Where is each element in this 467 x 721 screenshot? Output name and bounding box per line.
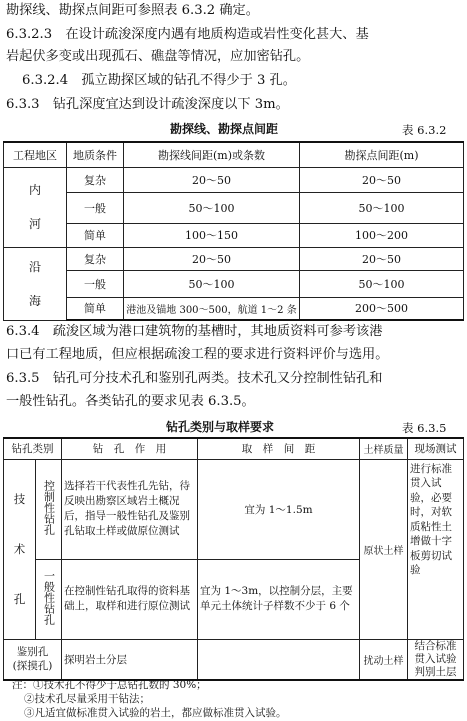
- cond-cell: 一般: [67, 192, 124, 223]
- cond-cell: 复杂: [67, 247, 124, 270]
- cond-cell: 简单: [67, 297, 124, 320]
- point-cell: 50～100: [300, 270, 464, 297]
- line-cell: 港池及锚地 300～500，航道 1～2 条: [124, 297, 300, 320]
- header-cell: 土样质量: [360, 438, 408, 459]
- header-cell: 钻 孔 作 用: [62, 438, 198, 459]
- header-cell: 钻孔类别: [4, 438, 62, 459]
- spacing-table: [3, 141, 464, 321]
- region-char: 沿: [28, 259, 41, 274]
- header-cell: 工程地区: [4, 142, 67, 167]
- note-3: ③凡适宜做标准贯入试验的岩土，都应做标准贯入试验。: [24, 707, 287, 719]
- line-cell: 50～100: [124, 192, 300, 223]
- tech-char: 孔: [13, 592, 26, 606]
- ident-purpose: 探明岩土分层: [62, 639, 198, 680]
- paragraph-6-3-2-3-line2: 岩起伏多变或出现孤石、礁盘等情况，应加密钻孔。: [6, 49, 310, 64]
- control-hole-label: [36, 459, 62, 559]
- line-cell: 20～50: [124, 167, 300, 192]
- ident-label-line2: (探摸孔): [12, 660, 53, 672]
- cond-cell: 一般: [67, 270, 124, 297]
- field-test-text: 进行标准贯入试验，必要时，对软质粘性土增做十字板剪切试验: [410, 462, 452, 576]
- region-char: 海: [28, 293, 41, 308]
- paragraph-6-3-5-line2: 一般性钻孔。各类钻孔的要求见表 6.3.5。: [6, 394, 255, 409]
- point-cell: 20～50: [300, 247, 464, 270]
- table2-number: 表 6.3.5: [402, 421, 447, 435]
- point-cell: 20～50: [300, 167, 464, 192]
- table1-number: 表 6.3.2: [402, 123, 447, 137]
- control-purpose: 选择若干代表性孔先钻，待反映出勘察区域岩土概况后，指导一般性钻孔及鉴别孔钻取土样或做原位测试: [62, 459, 198, 559]
- ident-hole-label: [4, 639, 62, 680]
- header-cell: 地质条件: [67, 142, 124, 167]
- line-cell: 50～100: [124, 270, 300, 297]
- tech-hole-label: [4, 459, 36, 639]
- table1-caption: 勘探线、勘探点间距: [170, 122, 279, 136]
- paragraph-6-3-2-3-line1: 6.3.2.3 在设计疏浚深度内遇有地质构造或岩性变化甚大、基: [6, 27, 369, 42]
- cond-cell: 简单: [67, 223, 124, 247]
- region-char: 河: [28, 217, 41, 231]
- table2-caption: 钻孔类别与取样要求: [166, 420, 275, 434]
- note-1: 注：①技术孔不得少于总钻孔数的 30%；: [12, 679, 207, 691]
- control-hole-text: 控制性钻孔: [42, 480, 56, 535]
- line-cell: 100～150: [124, 223, 300, 247]
- paragraph-6-3-4-line1: 6.3.4 疏浚区域为港口建筑物的基槽时，其地质资料可参考该港: [6, 324, 383, 339]
- field-test-tech: [408, 459, 464, 639]
- borehole-table: [3, 437, 464, 681]
- paragraph-6-3-2-4: 6.3.2.4 孤立勘探区域的钻孔不得少于 3 孔。: [22, 73, 296, 88]
- ident-test: 结合标准贯入试验判别土层: [408, 639, 464, 680]
- header-cell: 勘探线间距(m)或条数: [124, 142, 300, 167]
- paragraph-6-3-3: 6.3.3 钻孔深度宜达到设计疏浚深度以下 3m。: [6, 97, 289, 112]
- ident-spacing: [198, 639, 360, 680]
- header-cell: 取 样 间 距: [198, 438, 360, 459]
- quality-undisturbed: 原状土样: [360, 459, 408, 639]
- paragraph-6-3-4-line2: 口已有工程地质，但应根据疏浚工程的要求进行资料评价与选用。: [6, 347, 389, 362]
- ident-label-line1: 鉴别孔: [16, 646, 49, 658]
- point-cell: 200～500: [300, 297, 464, 320]
- paragraph-6-3-5-line1: 6.3.5 钻孔可分技术孔和鉴别孔两类。技术孔又分控制性钻孔和: [6, 371, 383, 386]
- general-hole-text: 一般性钻孔: [42, 570, 56, 625]
- region-inland: [4, 167, 67, 247]
- region-char: 内: [28, 183, 41, 197]
- general-spacing: 宜为 1～3m，以控制分层，主要单元土体统计子样数不少于 6 个: [198, 559, 360, 639]
- general-purpose: 在控制性钻孔取得的资料基础上，取样和进行原位测试: [62, 559, 198, 639]
- ident-quality: 扰动土样: [360, 639, 408, 680]
- control-spacing: 宜为 1～1.5m: [198, 459, 360, 559]
- paragraph-6-3-2-tail: 勘探线、勘探点间距可参照表 6.3.2 确定。: [6, 3, 259, 18]
- general-hole-label: [36, 559, 62, 639]
- cond-cell: 复杂: [67, 167, 124, 192]
- point-cell: 50～100: [300, 192, 464, 223]
- line-cell: 20～50: [124, 247, 300, 270]
- point-cell: 100～200: [300, 223, 464, 247]
- header-cell: 现场测试: [408, 438, 464, 459]
- tech-char: 技: [13, 492, 26, 506]
- header-cell: 勘探点间距(m): [300, 142, 464, 167]
- tech-char: 术: [13, 542, 26, 556]
- note-2: ②技术孔尽量采用干钻法；: [24, 693, 150, 705]
- region-coastal: [4, 247, 67, 320]
